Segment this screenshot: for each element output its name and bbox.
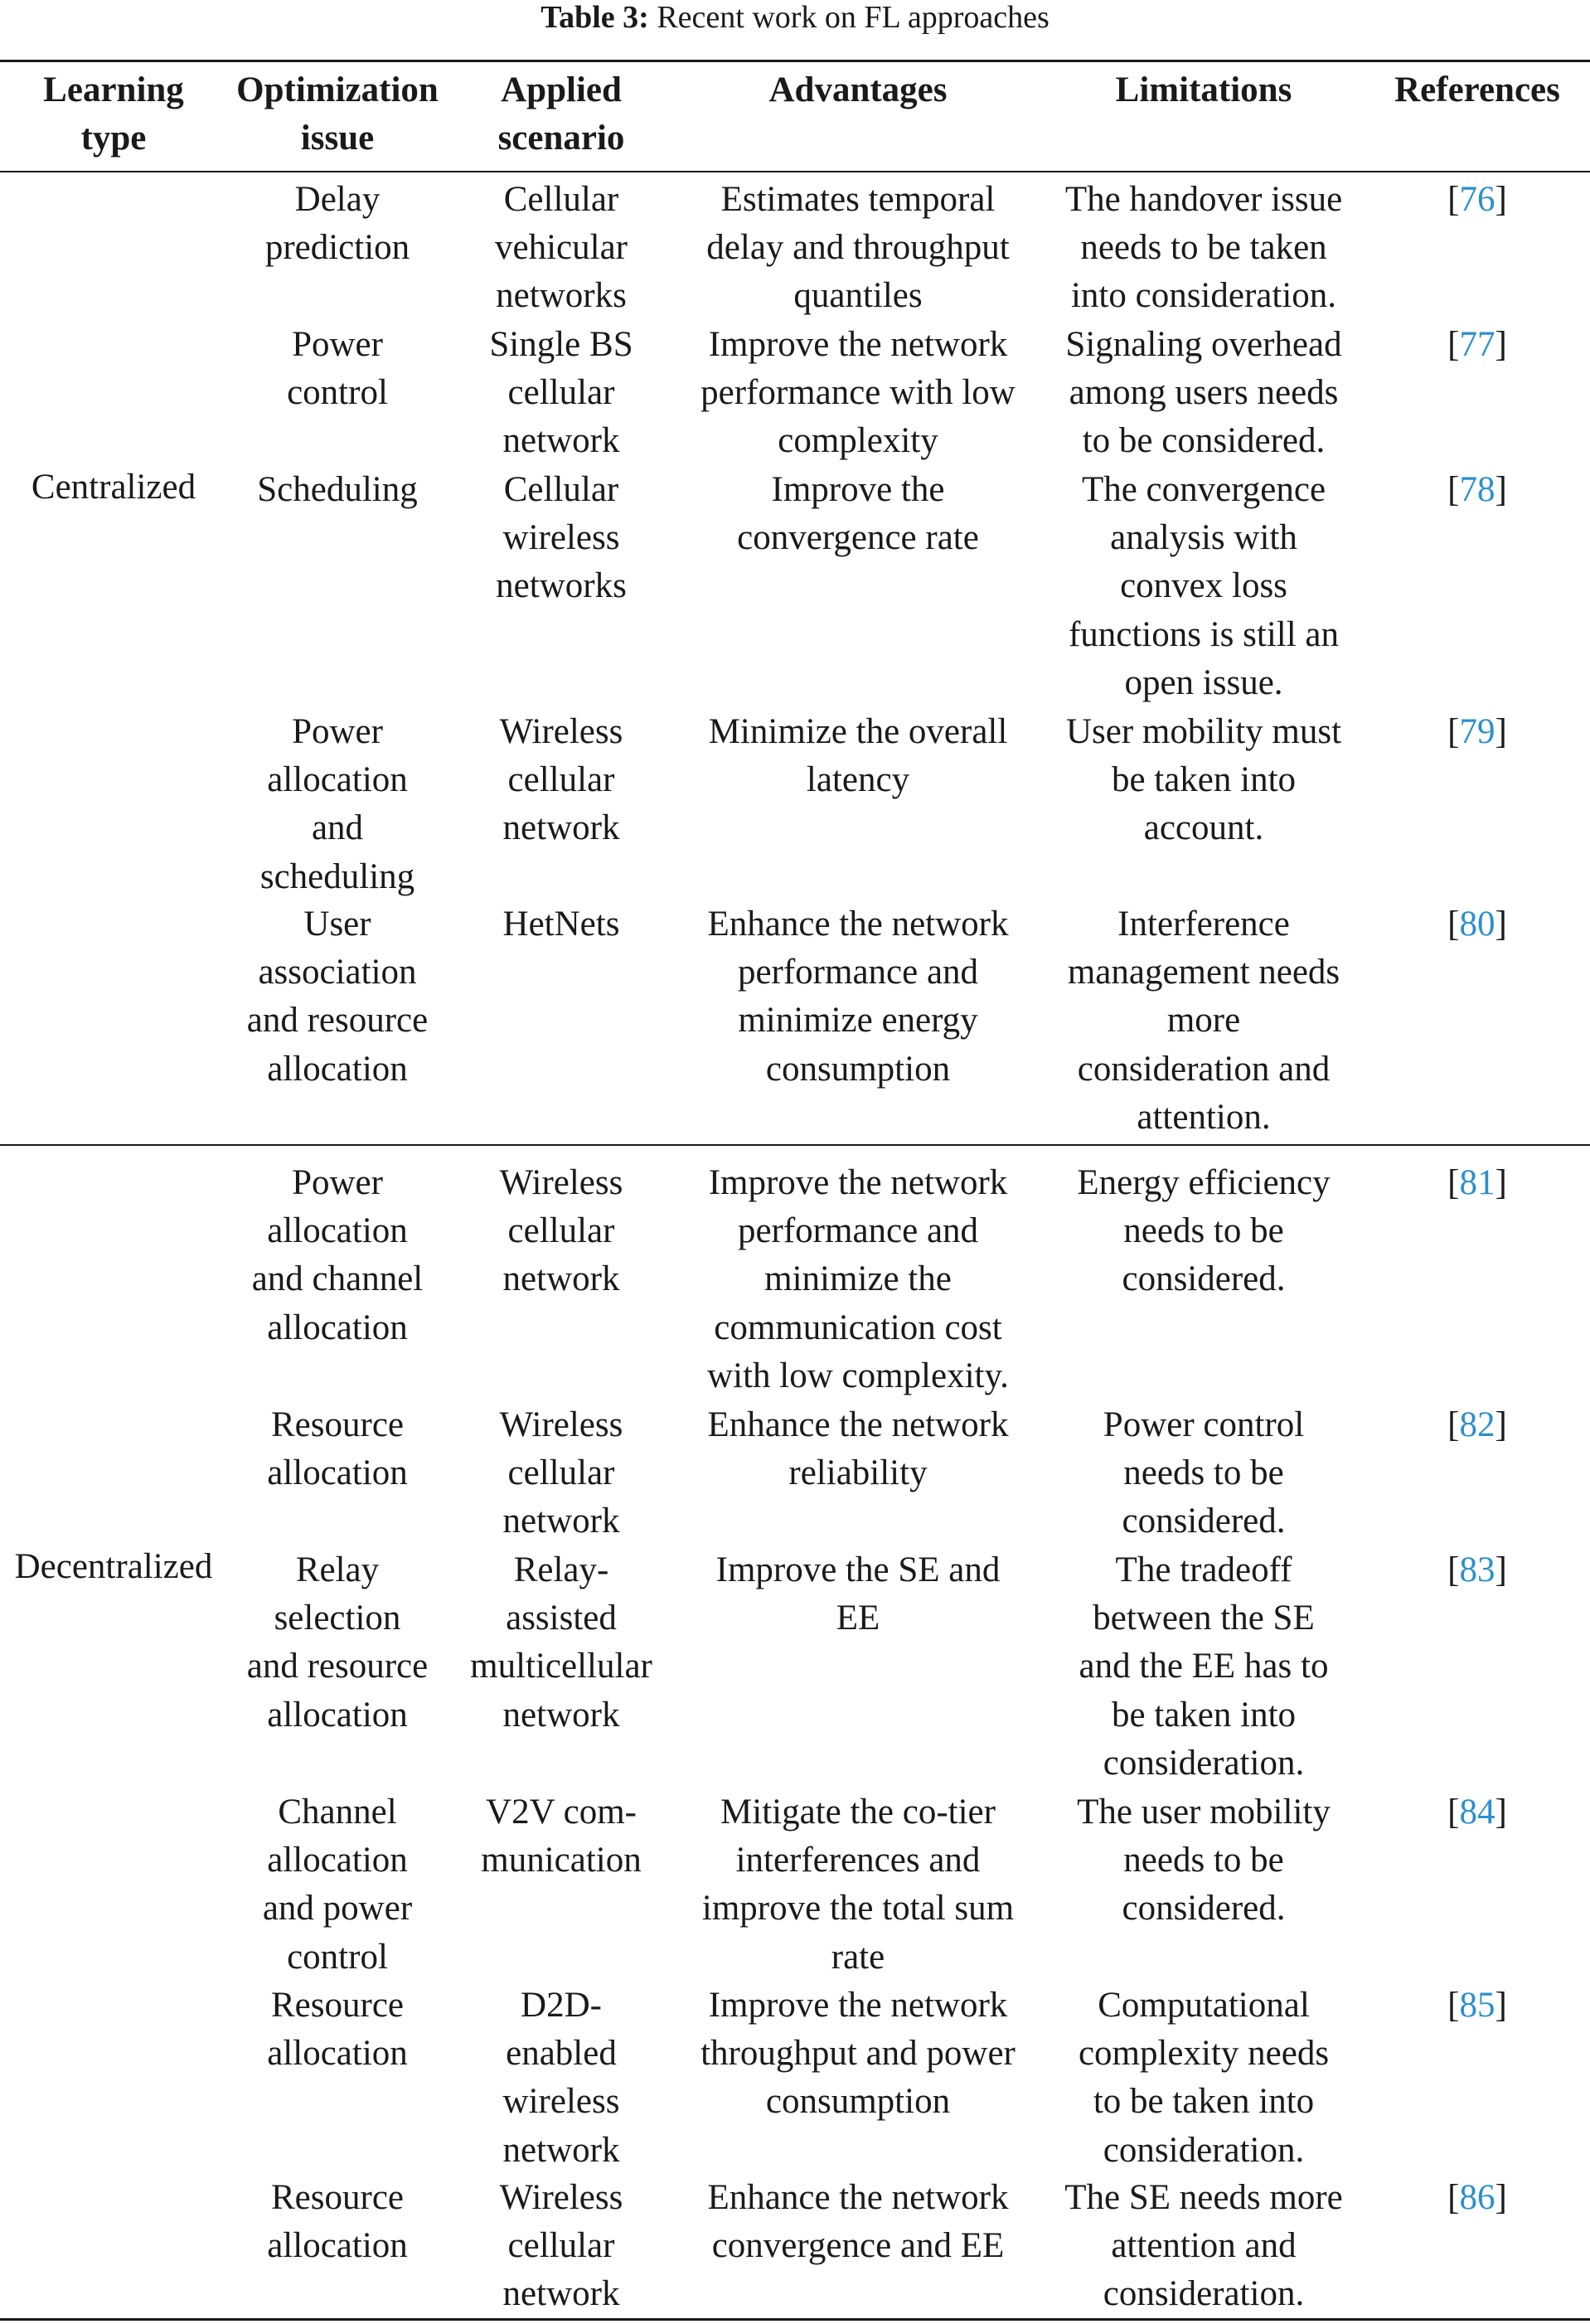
learning-type-label: Decentralized	[14, 1547, 213, 1586]
limitations-cell: Computational complexity needs to be taken into consideration.	[1078, 1986, 1330, 2170]
optimization-issue-cell: Relay selection and resource allocation	[246, 1550, 429, 1735]
reference-cell: [86]	[1447, 2178, 1507, 2217]
applied-scenario-cell: D2D- enabled wireless network	[502, 1986, 620, 2170]
limitations-cell: Energy efficiency needs to be considered.	[1077, 1163, 1331, 1299]
applied-scenario-cell: HetNets	[502, 905, 620, 944]
reference-link[interactable]: 83	[1459, 1550, 1495, 1589]
applied-scenario-cell: Wireless cellular network	[499, 1163, 623, 1299]
reference-link[interactable]: 79	[1459, 712, 1495, 751]
limitations-cell: The SE needs more attention and consideration.	[1064, 2178, 1343, 2314]
applied-scenario-cell: Cellular vehicular networks	[495, 180, 628, 316]
advantages-cell: Mitigate the co-tier interferences and improve the total sum rate	[701, 1793, 1015, 1977]
limitations-cell: User mobility must be taken into account.	[1065, 712, 1342, 848]
optimization-issue-cell: Power control	[287, 325, 388, 413]
reference-cell: [81]	[1447, 1163, 1507, 1202]
applied-scenario-cell: V2V com- munication	[481, 1793, 642, 1880]
reference-link[interactable]: 82	[1459, 1405, 1495, 1444]
reference-link[interactable]: 78	[1459, 470, 1495, 509]
applied-scenario-cell: Single BS cellular network	[489, 325, 633, 461]
optimization-issue-cell: Resource allocation	[267, 2178, 408, 2266]
applied-scenario-cell: Wireless cellular network	[499, 1405, 623, 1541]
column-header: Optimization issue	[236, 70, 439, 158]
advantages-cell: Improve the network performance and minimize the communication cost with low complexity.	[707, 1163, 1009, 1395]
advantages-cell: Improve the convergence rate	[737, 470, 979, 558]
column-header: Limitations	[1115, 70, 1292, 109]
reference-cell: [77]	[1447, 325, 1507, 364]
reference-link[interactable]: 76	[1459, 180, 1495, 219]
advantages-cell: Improve the network throughput and power consumption	[700, 1986, 1016, 2122]
limitations-cell: The handover issue needs to be taken into consideration.	[1064, 180, 1343, 316]
applied-scenario-cell: Wireless cellular network	[499, 2178, 623, 2314]
reference-cell: [83]	[1447, 1550, 1507, 1589]
reference-link[interactable]: 80	[1459, 905, 1495, 944]
advantages-cell: Enhance the network convergence and EE	[707, 2178, 1009, 2266]
reference-link[interactable]: 81	[1459, 1163, 1495, 1202]
column-header: Applied scenario	[497, 70, 625, 158]
advantages-cell: Enhance the network performance and minimize energy consumption	[707, 905, 1009, 1089]
optimization-issue-cell: User association and resource allocation	[246, 905, 429, 1089]
reference-cell: [76]	[1447, 180, 1507, 219]
optimization-issue-cell: Resource allocation	[267, 1986, 408, 2074]
top-rule	[0, 60, 1590, 62]
reference-cell: [78]	[1447, 470, 1507, 509]
optimization-issue-cell: Power allocation and channel allocation	[251, 1163, 424, 1347]
optimization-issue-cell: Resource allocation	[267, 1405, 408, 1493]
limitations-cell: Power control needs to be considered.	[1103, 1405, 1305, 1541]
reference-cell: [84]	[1447, 1793, 1507, 1832]
reference-cell: [82]	[1447, 1405, 1507, 1444]
limitations-cell: The user mobility needs to be considered.	[1077, 1793, 1331, 1929]
table-caption	[0, 0, 1590, 35]
optimization-issue-cell: Scheduling	[257, 470, 418, 509]
limitations-cell: Signaling overhead among users needs to be considered.	[1065, 325, 1342, 461]
reference-cell: [79]	[1447, 712, 1507, 751]
reference-link[interactable]: 86	[1459, 2178, 1495, 2217]
reference-link[interactable]: 77	[1459, 325, 1495, 364]
header-rule	[0, 171, 1590, 172]
advantages-cell: Enhance the network reliability	[707, 1405, 1009, 1493]
applied-scenario-cell: Relay- assisted multicellular network	[470, 1550, 652, 1735]
advantages-cell: Improve the network performance with low complexity	[700, 325, 1016, 461]
limitations-cell: Interference management needs more consideration and attention.	[1067, 905, 1340, 1137]
column-header: References	[1394, 70, 1560, 109]
applied-scenario-cell: Cellular wireless networks	[496, 470, 627, 606]
caption-text: Recent work on FL approaches	[657, 0, 1049, 35]
group-divider	[0, 1144, 1590, 1146]
reference-link[interactable]: 84	[1459, 1793, 1495, 1832]
column-header: Learning type	[43, 70, 184, 158]
reference-cell: [85]	[1447, 1986, 1507, 2025]
advantages-cell: Estimates temporal delay and throughput quantiles	[706, 180, 1010, 316]
learning-type-label: Centralized	[31, 468, 196, 507]
optimization-issue-cell: Channel allocation and power control	[262, 1793, 413, 1977]
applied-scenario-cell: Wireless cellular network	[499, 712, 623, 848]
optimization-issue-cell: Delay prediction	[264, 180, 410, 268]
limitations-cell: The convergence analysis with convex loss functions is still an open issue.	[1068, 470, 1340, 702]
limitations-cell: The tradeoff between the SE and the EE has to be taken into consideration.	[1079, 1550, 1329, 1783]
advantages-cell: Minimize the overall latency	[708, 712, 1008, 800]
reference-link[interactable]: 85	[1459, 1986, 1495, 2025]
advantages-cell: Improve the SE and EE	[715, 1550, 1001, 1638]
caption-label: Table 3:	[541, 0, 649, 35]
column-header: Advantages	[768, 70, 948, 109]
reference-cell: [80]	[1447, 905, 1507, 944]
optimization-issue-cell: Power allocation and scheduling	[259, 712, 415, 896]
